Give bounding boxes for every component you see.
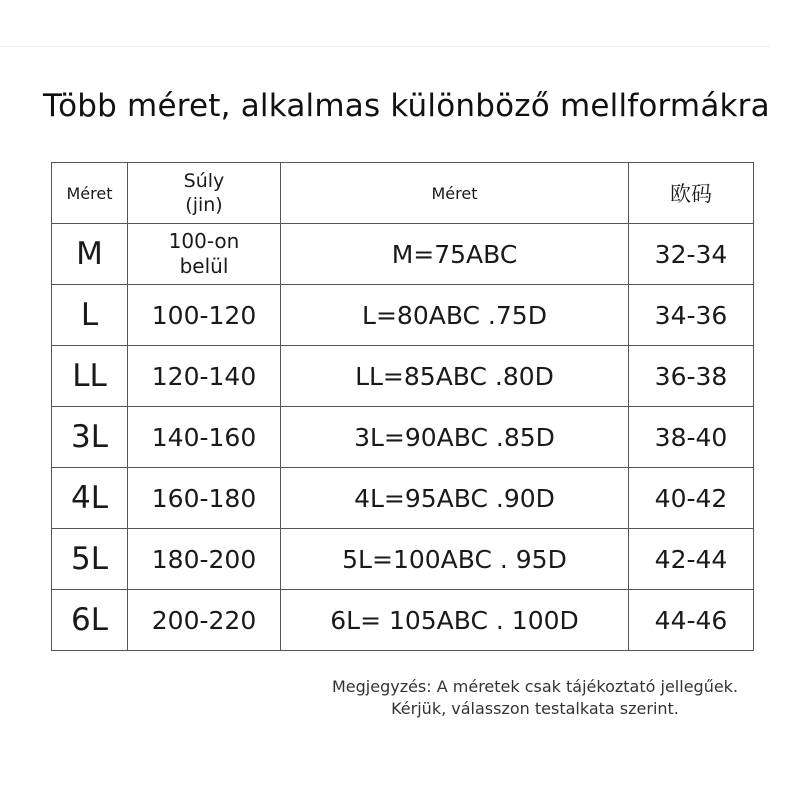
header-weight-line1: Súly: [183, 170, 225, 192]
cell-band: 5L=100ABC . 95D: [281, 529, 629, 590]
header-eu: 欧码: [629, 163, 754, 224]
cell-size: M: [52, 224, 128, 285]
top-divider: [0, 46, 770, 47]
table-row: [52, 407, 754, 468]
size-chart-table: [51, 162, 754, 651]
cell-band: 4L=95ABC .90D: [281, 468, 629, 529]
note-line2: Kérjük, válasszon testalkata szerint.: [391, 699, 679, 718]
cell-size: 4L: [52, 468, 128, 529]
header-weight: [128, 163, 281, 224]
cell-weight-line1: 100-on: [168, 229, 240, 253]
table-row: [52, 346, 754, 407]
cell-eu: 34-36: [629, 285, 754, 346]
table-header-row: [52, 163, 754, 224]
note-line1: Megjegyzés: A méretek csak tájékoztató jellegűek.: [331, 677, 739, 696]
cell-weight: 200-220: [128, 590, 281, 651]
header-band: Méret: [281, 163, 629, 224]
cell-band: L=80ABC .75D: [281, 285, 629, 346]
cell-eu: 36-38: [629, 346, 754, 407]
cell-weight: 180-200: [128, 529, 281, 590]
page-title: Több méret, alkalmas különböző mellformákra: [43, 88, 770, 124]
cell-size: 6L: [52, 590, 128, 651]
size-note: [300, 676, 770, 720]
cell-size: L: [52, 285, 128, 346]
cell-band: 6L= 105ABC . 100D: [281, 590, 629, 651]
cell-weight: 140-160: [128, 407, 281, 468]
header-size: Méret: [52, 163, 128, 224]
cell-eu: 44-46: [629, 590, 754, 651]
table-row: [52, 285, 754, 346]
cell-band: M=75ABC: [281, 224, 629, 285]
cell-weight: 160-180: [128, 468, 281, 529]
table-row: [52, 468, 754, 529]
cell-weight-line2: belül: [179, 254, 229, 278]
cell-eu: 40-42: [629, 468, 754, 529]
cell-eu: 38-40: [629, 407, 754, 468]
cell-band: 3L=90ABC .85D: [281, 407, 629, 468]
table-row: [52, 529, 754, 590]
header-weight-line2: (jin): [185, 194, 223, 216]
table-row: [52, 224, 754, 285]
cell-weight: 100-120: [128, 285, 281, 346]
cell-size: 5L: [52, 529, 128, 590]
table-row: [52, 590, 754, 651]
cell-eu: 32-34: [629, 224, 754, 285]
cell-weight: 120-140: [128, 346, 281, 407]
cell-eu: 42-44: [629, 529, 754, 590]
cell-band: LL=85ABC .80D: [281, 346, 629, 407]
cell-size: 3L: [52, 407, 128, 468]
cell-weight: [128, 224, 281, 285]
cell-size: LL: [52, 346, 128, 407]
